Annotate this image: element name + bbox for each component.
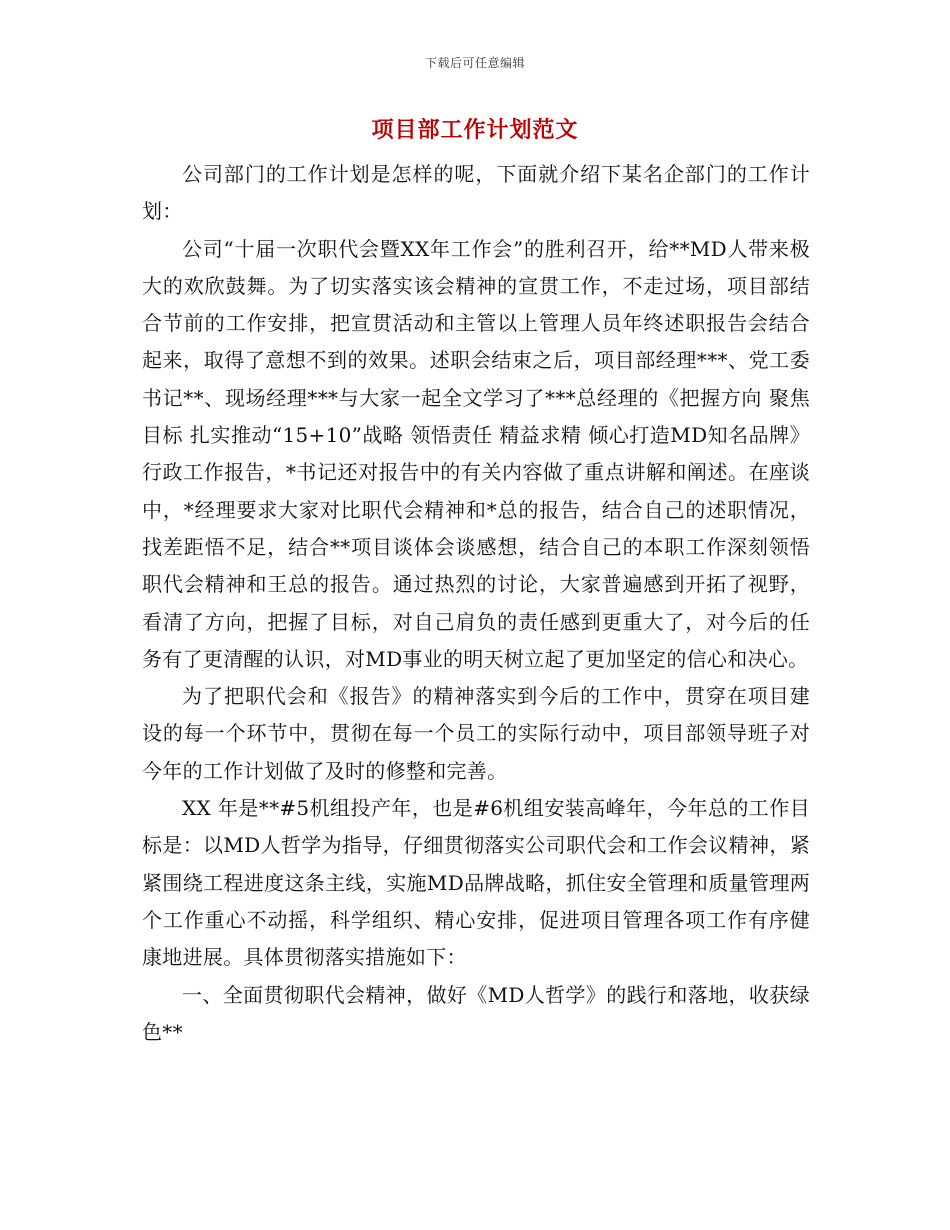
- document-body: [142, 156, 810, 1051]
- paragraph-meeting: 公司“十届一次职代会暨XX年工作会”的胜利召开，给**MD人带来极大的欢欣鼓舞。为了切实落实该会精神的宣贯工作，不走过场，项目部结合节前的工作安排，把宣贯活动和主管以上管理人员年终述职报告会结合起来，取得了意想不到的效果。述职会结束之后，项目部经理***、党工委书记**、现场经理***与大家一起全文学习了***总经理的《把握方向 聚焦目标 扎实推动“15+10”战略 领悟责任 精益求精 倾心打造MD知名品牌》行政工作报告，*书记还对报告中的有关内容做了重点讲解和阐述。在座谈中，*经理要求大家对比职代会精神和*总的报告，结合自己的述职情况，找差距悟不足，结合**项目谈体会谈感想，结合自己的本职工作深刻领悟职代会精神和王总的报告。通过热烈的讨论，大家普遍感到开拓了视野，看清了方向，把握了目标，对自己肩负的责任感到更重大了，对今后的任务有了更清醒的认识，对MD事业的明天树立起了更加坚定的信心和决心。: [142, 236, 810, 671]
- document-title: 项目部工作计划范文: [371, 117, 579, 143]
- paragraph-implementation: 为了把职代会和《报告》的精神落实到今后的工作中，贯穿在项目建设的每一个环节中，贯彻在每一个员工的实际行动中，项目部领导班子对今年的工作计划做了及时的修整和完善。: [142, 684, 810, 783]
- paragraph-goals: XX 年是**#5机组投产年，也是#6机组安装高峰年，今年总的工作目标是：以MD人哲学为指导，仔细贯彻落实公司职代会和工作会议精神，紧紧围绕工程进度这条主线，实施MD品牌战略，抓住安全管理和质量管理两个工作重心不动摇，科学组织、精心安排，促进项目管理各项工作有序健康地进展。具体贯彻落实措施如下：: [142, 796, 810, 970]
- paragraph-intro: 公司部门的工作计划是怎样的呢，下面就介绍下某名企部门的工作计划：: [142, 162, 810, 224]
- paragraph-section-one: 一、全面贯彻职代会精神，做好《MD人哲学》的践行和落地，收获绿色**: [142, 982, 810, 1044]
- header-note: 下载后可任意编辑: [424, 56, 525, 70]
